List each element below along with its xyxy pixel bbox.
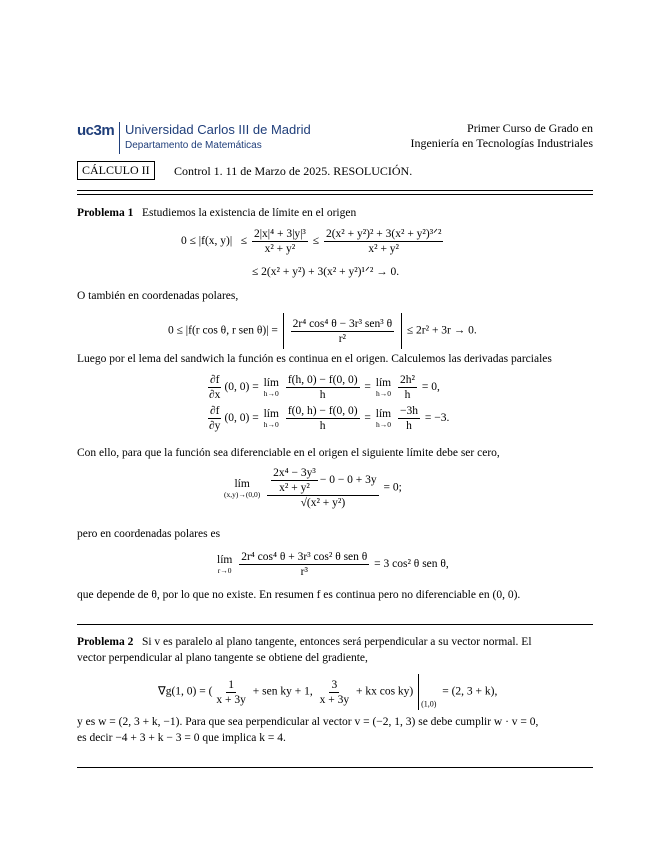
grad-mid: + sen ky + 1, (252, 685, 313, 698)
dfy-h-num: −3h (400, 405, 418, 417)
big-inner-den: x² + y² (279, 482, 310, 494)
header-rule-top (77, 190, 593, 191)
equation-diff-limit (222, 467, 402, 509)
problem-2-line-2: vector perpendicular al plano tangente se obtiene del gradiente, (77, 652, 368, 664)
dfy-num: ∂f (209, 405, 220, 417)
lim-sub: h→0 (375, 420, 391, 429)
polar2-intro: pero en coordenadas polares es (77, 528, 221, 540)
big-den: √(x² + y²) (300, 497, 346, 509)
lim-sub-xy: (x,y)→(0,0) (224, 489, 261, 499)
lim-sub: h→0 (375, 389, 391, 398)
equation-bound-2: ≤ 2(x² + y²) + 3(x² + y²)¹ᐟ² → 0. (252, 266, 400, 278)
sandwich-text: Luego por el lema del sandwich la función es continua en el origen. Calculemos las derivadas parciales (77, 353, 552, 365)
dfy-f-num: f(0, h) − f(0, 0) (287, 405, 358, 417)
abs-bar-right (401, 313, 402, 349)
lim-label: lím (263, 377, 279, 389)
course-info (410, 121, 593, 151)
eq1-frac2-num: 2(x² + y²)² + 3(x² + y²)³ᐟ² (325, 228, 442, 240)
dfy-f-den: h (319, 420, 326, 432)
dfx-h-den: h (404, 389, 411, 401)
section-rule (77, 624, 593, 625)
problem-2-text-1: Si v es paralelo al plano tangente, entonces será perpendicular a su vector normal. El (141, 636, 532, 648)
dfy-h-den: h (406, 420, 412, 432)
eq2-lhs: 0 ≤ |f(r cos θ, r sen θ)| = (168, 324, 278, 337)
equation-bound-1 (181, 228, 445, 255)
dfx-f-den: h (319, 389, 326, 401)
course-line-1: Primer Curso de Grado en (467, 121, 593, 135)
equation-gradient (158, 674, 497, 710)
big-frac-num (267, 467, 379, 496)
university-name: Universidad Carlos III de Madrid (125, 122, 311, 137)
dfx-h-num: 2h² (400, 374, 415, 386)
dfx-res: = 0, (421, 381, 440, 394)
conclusion-text: que depende de θ, por lo que no existe. En resumen f es continua pero no diferenciable en (0, 0). (77, 589, 521, 601)
grad-tail: + kx cos ky) (355, 685, 414, 698)
eq2-rhs: ≤ 2r² + 3r → 0. (406, 324, 477, 337)
eq2-num: 2r⁴ cos⁴ θ − 3r³ sen³ θ (292, 317, 393, 330)
university-logo (77, 122, 311, 151)
polar-lim (217, 554, 232, 575)
abs-bar-left (283, 313, 284, 349)
lim-label: lím (234, 477, 250, 490)
eval-bar (418, 674, 419, 710)
lim-label: lím (217, 554, 233, 566)
dfy-pt: (0, 0) = (224, 412, 259, 425)
subject-name: CÁLCULO II (82, 163, 150, 177)
dfx-f-num: f(h, 0) − f(0, 0) (287, 374, 358, 386)
lim-sub-r: r→0 (217, 566, 232, 575)
diff-intro: Con ello, para que la función sea diferenciable en el origen el siguiente límite debe ser cero, (77, 447, 500, 459)
partial-x: $\frac{\partial f}{\partial x}$ (0, 0) = lím h→0 $\frac{f(h, 0) - f(0, 0)}{h}$ = lím h→0 $\frac{\text{2h²}}{h}$ = 0, (209, 374, 440, 401)
lim-label: lím (375, 377, 392, 389)
logo-mark: uc3m (77, 122, 115, 139)
lim-label: lím (375, 408, 392, 420)
dfx-num: ∂f (209, 374, 220, 386)
polar-intro: O también en coordenadas polares, (77, 290, 239, 302)
dfx-frac (207, 374, 222, 401)
grad-eval-at: (1,0) (421, 699, 437, 709)
problem-1-label: Problema 1 (77, 207, 134, 219)
dfy-f-frac (286, 405, 360, 432)
eq3-num: 2r⁴ cos⁴ θ + 3r³ cos² θ sen θ (241, 551, 368, 563)
problem-1-intro-text: Estudiemos la existencia de límite en el origen (141, 207, 357, 219)
grad-f2-num: 3 (331, 678, 338, 691)
eq1-frac-1 (252, 228, 308, 255)
course-line-2: Ingeniería en Tecnologías Industriales (410, 136, 593, 150)
footer-rule (77, 767, 593, 768)
logo-divider (119, 122, 120, 154)
eq3-frac (239, 551, 369, 578)
eq1-le2: ≤ (312, 235, 320, 248)
grad-frac-1 (214, 679, 248, 706)
eq1-frac1-den: x² + y² (264, 243, 296, 255)
department-name: Departamento de Matemáticas (125, 140, 262, 151)
dfx-lim-2 (376, 377, 391, 398)
equation-polar-limit (215, 551, 449, 578)
dfy-h-frac (398, 405, 420, 432)
grad-res: = (2, 3 + k), (442, 685, 498, 698)
big-frac (267, 467, 379, 509)
lim-sub: h→0 (263, 420, 279, 429)
dfy-lim (264, 408, 279, 429)
eq1-frac1-num: 2|x|⁴ + 3|y|³ (253, 228, 306, 240)
dfx-den: ∂x (209, 389, 221, 401)
eq1-frac-2 (324, 228, 444, 255)
exam-title: Control 1. 11 de Marzo de 2025. RESOLUCIÓN. (174, 164, 413, 178)
eq2-den: r² (338, 332, 346, 345)
dfx-h-frac (398, 374, 417, 401)
big-tail: − 0 − 0 + 3y (319, 474, 377, 487)
dfy-lim-2 (376, 408, 391, 429)
equation-polar (168, 313, 477, 349)
dfy-frac (207, 405, 222, 432)
eq1-le: ≤ (240, 235, 248, 248)
dfx-f-frac (286, 374, 360, 401)
eq1-lhs: 0 ≤ |f(x, y)| (181, 235, 233, 248)
grad-f2-den: x + 3y (319, 693, 350, 706)
dfx-pt: (0, 0) = (224, 381, 259, 394)
lim-sub: h→0 (263, 389, 279, 398)
problem-1-intro (77, 206, 356, 220)
lim-label: lím (263, 408, 279, 420)
eq2-frac (291, 318, 395, 345)
dfy-res: = −3. (424, 412, 450, 425)
big-res: = 0; (383, 481, 402, 494)
grad-lhs: ∇g(1, 0) = ( (158, 685, 213, 698)
eq3-res: = 3 cos² θ sen θ, (374, 558, 449, 571)
problem-2-line-3: y es w = (2, 3 + k, −1). Para que sea perpendicular al vector v = (−2, 1, 3) se debe cumplir w · v = 0, (77, 716, 539, 728)
partial-y: $\frac{\partial f}{\partial y}$ (0, 0) = lím h→0 $\frac{f(0, h) - f(0, 0)}{h}$ = lím h→0 $\frac{-3h}{h}$ = −3. (209, 405, 450, 432)
eq1-frac2-den: x² + y² (368, 243, 400, 255)
eq3-den: r³ (300, 566, 308, 578)
dfy-den: ∂y (209, 420, 221, 432)
problem-2-line-1 (77, 635, 532, 649)
grad-f1-den: x + 3y (216, 693, 246, 706)
big-lim (224, 478, 260, 499)
problem-2-label: Problema 2 (77, 636, 134, 648)
subject-box (77, 161, 155, 180)
dfx-lim (264, 377, 279, 398)
grad-frac-2 (318, 679, 352, 706)
big-inner-frac (271, 467, 318, 494)
header-rule-bottom (77, 194, 593, 195)
big-inner-num: 2x⁴ − 3y³ (273, 467, 316, 479)
grad-f1-num: 1 (228, 678, 235, 691)
problem-2-line-4: es decir −4 + 3 + k − 3 = 0 que implica k = 4. (77, 732, 286, 744)
